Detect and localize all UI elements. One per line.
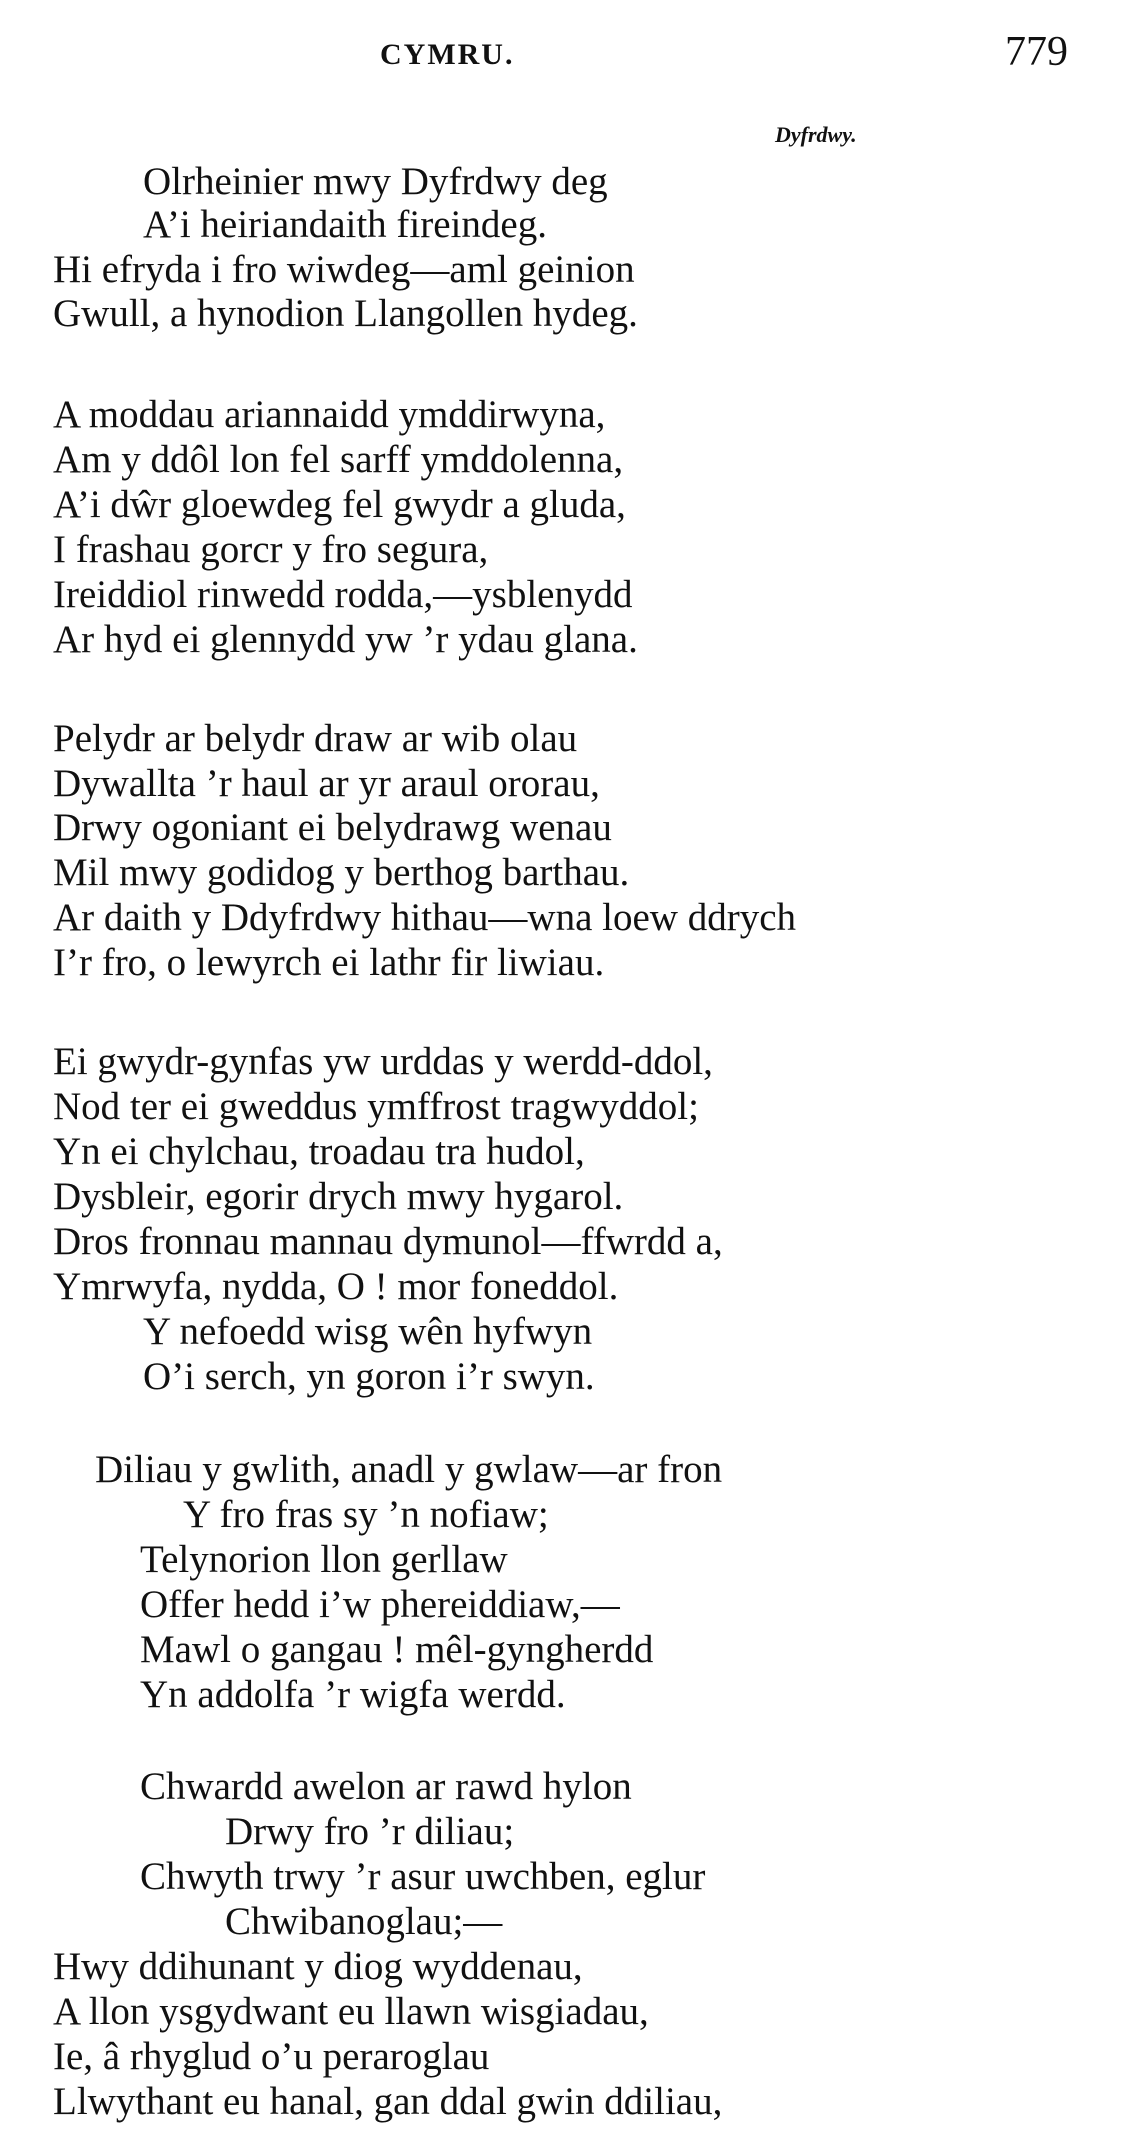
running-header: CYMRU. (380, 38, 515, 71)
poem-line: Drwy fro ’r diliau; (225, 1810, 515, 1853)
poem-line: Hwy ddihunant y diog wyddenau, (53, 1945, 583, 1988)
poem-line: Chwardd awelon ar rawd hylon (140, 1765, 632, 1808)
poem-line: Ar hyd ei glennydd yw ’r ydau glana. (53, 618, 638, 661)
poem-line: Y nefoedd wisg wên hyfwyn (143, 1310, 593, 1353)
poem-line: Yn addolfa ’r wigfa werdd. (140, 1673, 566, 1716)
margin-note: Dyfrdwy. (775, 122, 857, 147)
poem-line: Telynorion llon gerllaw (140, 1538, 508, 1581)
poem-line: Ie, â rhyglud o’u peraroglau (53, 2035, 490, 2078)
poem-line: Llwythant eu hanal, gan ddal gwin ddiliau, (53, 2080, 723, 2123)
poem-line: A llon ysgydwant eu llawn wisgiadau, (53, 1990, 649, 2033)
poem-line: Ar daith y Ddyfrdwy hithau—wna loew ddrych (53, 896, 796, 939)
poem-line: Dros fronnau mannau dymunol—ffwrdd a, (53, 1220, 723, 1263)
poem-line: Dywallta ’r haul ar yr araul ororau, (53, 762, 600, 805)
poem-line: Ymrwyfa, nydda, O ! mor foneddol. (53, 1265, 619, 1308)
poem-line: Olrheinier mwy Dyfrdwy deg (143, 160, 608, 203)
poem-line: Mil mwy godidog y berthog barthau. (53, 851, 630, 894)
poem-line: Ireiddiol rinwedd rodda,—ysblenydd (53, 573, 633, 616)
poem-line: Hi efryda i fro wiwdeg—aml geinion (53, 248, 635, 291)
poem-line: I frashau gorcr y fro segura, (53, 528, 489, 571)
poem-line: Am y ddôl lon fel sarff ymddolenna, (53, 438, 624, 481)
poem-line: Diliau y gwlith, anadl y gwlaw—ar fron (95, 1448, 723, 1491)
poem-line: A’i heiriandaith fireindeg. (143, 203, 547, 246)
poem-line: Ei gwydr-gynfas yw urddas y werdd-ddol, (53, 1040, 713, 1083)
poem-line: Offer hedd i’w phereiddiaw,— (140, 1583, 620, 1626)
page-number: 779 (1005, 29, 1068, 75)
poem-line: Mawl o gangau ! mêl-gyngherdd (140, 1628, 654, 1671)
poem-line: O’i serch, yn goron i’r swyn. (143, 1355, 595, 1398)
poem-line: Nod ter ei gweddus ymffrost tragwyddol; (53, 1085, 699, 1128)
poem-line: A moddau ariannaidd ymddirwyna, (53, 393, 606, 436)
poem-line: Y fro fras sy ’n nofiaw; (183, 1493, 549, 1536)
poem-line: A’i dŵr gloewdeg fel gwydr a gluda, (53, 483, 626, 526)
poem-line: I’r fro, o lewyrch ei lathr fir liwiau. (53, 941, 605, 984)
poem-line: Yn ei chylchau, troadau tra hudol, (53, 1130, 585, 1173)
poem-line: Pelydr ar belydr draw ar wib olau (53, 717, 578, 760)
poem-line: Gwull, a hynodion Llangollen hydeg. (53, 292, 638, 335)
poem-line: Dysbleir, egorir drych mwy hygarol. (53, 1175, 624, 1218)
poem-line: Drwy ogoniant ei belydrawg wenau (53, 806, 612, 849)
poem-line: Chwyth trwy ’r asur uwchben, eglur (140, 1855, 706, 1898)
poem-line: Chwibanoglau;— (225, 1900, 503, 1943)
